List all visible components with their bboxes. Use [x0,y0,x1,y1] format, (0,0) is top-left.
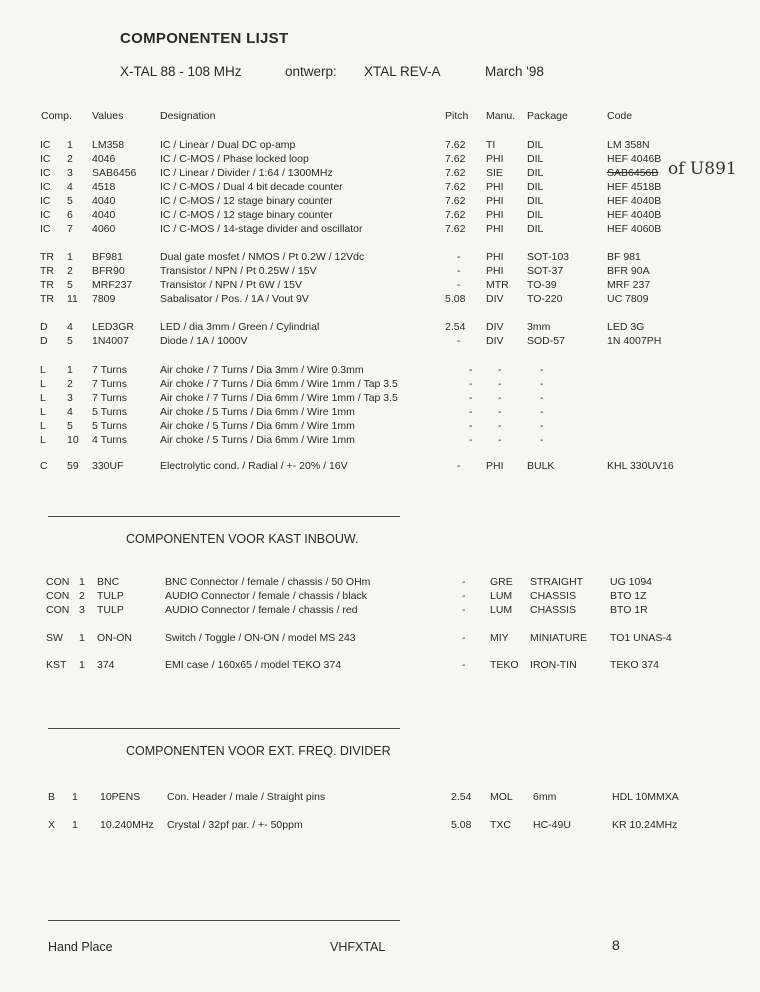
cell-value: BF981 [92,251,123,263]
cell-designation: Crystal / 32pf par. / +- 50ppm [167,819,303,831]
cell-pitch: - [462,632,466,644]
cell-num: 4 [67,181,73,193]
cell-designation: Diode / 1A / 1000V [160,335,248,347]
cell-package: CHASSIS [530,604,577,616]
cell-manu: - [498,392,502,404]
cell-designation: IC / C-MOS / Phase locked loop [160,153,309,165]
divider [48,920,400,921]
cell-value: 4 Turns [92,434,128,446]
cell-num: 2 [67,265,73,277]
cell-ref: L [40,434,46,446]
cell-ref: L [40,392,46,404]
cell-value: TULP [97,590,124,602]
cell-value: 4040 [92,195,116,207]
cell-value: BNC [97,576,120,588]
cell-package: 6mm [533,791,557,803]
cell-pitch: - [469,434,473,446]
cell-value: 7809 [92,293,116,305]
cell-designation: IC / C-MOS / Dual 4 bit decade counter [160,181,343,193]
cell-manu: PHI [486,195,504,207]
cell-code: HEF 4060B [607,223,662,235]
cell-manu: PHI [486,265,504,277]
cell-ref: IC [40,181,51,193]
cell-manu: PHI [486,223,504,235]
cell-value: 1N4007 [92,335,129,347]
cell-manu: PHI [486,251,504,263]
cell-manu: DIV [486,293,504,305]
cell-num: 1 [67,139,73,151]
cell-value: 4518 [92,181,116,193]
cell-value: 4060 [92,223,116,235]
cell-pitch: - [462,576,466,588]
cell-manu: GRE [490,576,513,588]
cell-ref: KST [46,659,67,671]
cell-designation: EMI case / 160x65 / model TEKO 374 [165,659,342,671]
cell-manu: SIE [486,167,503,179]
cell-designation: Dual gate mosfet / NMOS / Pt 0.2W / 12Vdc [160,251,365,263]
cell-code: TEKO 374 [610,659,660,671]
cell-designation: Air choke / 5 Turns / Dia 6mm / Wire 1mm [160,420,355,432]
cell-pitch: 7.62 [445,195,466,207]
cell-package: SOT-103 [527,251,570,263]
cell-manu: TXC [490,819,511,831]
cell-pitch: - [457,251,461,263]
cell-code: BFR 90A [607,265,650,277]
cell-num: 7 [67,223,73,235]
cell-code: BTO 1R [610,604,648,616]
cell-value: LED3GR [92,321,135,333]
cell-package: BULK [527,460,555,472]
cell-code: HEF 4518B [607,181,662,193]
document-title: COMPONENTEN LIJST [120,30,289,47]
cell-ref: X [48,819,56,831]
cell-ref: IC [40,153,51,165]
cell-ref: L [40,420,46,432]
cell-value: 10.240MHz [100,819,154,831]
cell-manu: LUM [490,604,513,616]
cell-ref: C [40,460,48,472]
cell-value: 374 [97,659,115,671]
cell-value: 10PENS [100,791,141,803]
design-revision: XTAL REV-A [364,64,441,79]
cell-code: 1N 4007PH [607,335,662,347]
page-number: 8 [612,937,620,953]
cell-designation: BNC Connector / female / chassis / 50 OHm [165,576,371,588]
cell-package: - [540,420,544,432]
cell-designation: Transistor / NPN / Pt 6W / 15V [160,279,302,291]
cell-manu: DIV [486,321,504,333]
cell-code: HEF 4040B [607,209,662,221]
cell-value: BFR90 [92,265,125,277]
cell-manu: - [498,434,502,446]
cell-ref: TR [40,251,54,263]
cell-num: 5 [67,335,73,347]
cell-code: MRF 237 [607,279,651,291]
cell-package: DIL [527,223,544,235]
cell-designation: IC / Linear / Divider / 1:64 / 1300MHz [160,167,333,179]
cell-package: STRAIGHT [530,576,584,588]
footer-company: Hand Place [48,940,113,954]
cell-ref: SW [46,632,63,644]
cell-num: 5 [67,195,73,207]
cell-ref: B [48,791,56,803]
cell-code: KHL 330UV16 [607,460,674,472]
cell-manu: PHI [486,181,504,193]
cell-package: DIL [527,195,544,207]
divider [48,516,400,517]
cell-designation: Air choke / 5 Turns / Dia 6mm / Wire 1mm [160,406,355,418]
divider [48,728,400,729]
cell-pitch: - [457,335,461,347]
cell-num: 11 [67,293,78,305]
cell-value: ON-ON [97,632,132,644]
cell-value: 7 Turns [92,392,128,404]
header-package: Package [527,110,568,122]
cell-code: HEF 4040B [607,195,662,207]
cell-designation: Switch / Toggle / ON-ON / model MS 243 [165,632,356,644]
cell-ref: L [40,364,46,376]
cell-code: BTO 1Z [610,590,647,602]
cell-package: DIL [527,139,544,151]
cell-ref: IC [40,209,51,221]
cell-pitch: - [462,604,466,616]
cell-manu: - [498,364,502,376]
cell-num: 10 [67,434,79,446]
cell-code: KR 10.24MHz [612,819,678,831]
cell-code: HEF 4046B [607,153,662,165]
cell-num: 3 [79,604,85,616]
cell-package: - [540,406,544,418]
cell-pitch: 7.62 [445,139,466,151]
cell-pitch: 7.62 [445,223,466,235]
cell-package: DIL [527,181,544,193]
header-manu: Manu. [486,110,516,122]
cell-num: 6 [67,209,73,221]
cell-pitch: - [457,279,461,291]
cell-ref: IC [40,195,51,207]
cell-code: UC 7809 [607,293,649,305]
handwritten-note: of U891 [668,159,737,179]
cell-package: DIL [527,209,544,221]
cell-designation: IC / C-MOS / 12 stage binary counter [160,209,333,221]
cell-package: - [540,392,544,404]
cell-package: TO-220 [527,293,563,305]
cell-designation: Air choke / 7 Turns / Dia 3mm / Wire 0.3mm [160,364,364,376]
cell-ref: CON [46,590,70,602]
section-heading-enclosure: COMPONENTEN VOOR KAST INBOUW. [126,532,359,546]
cell-ref: TR [40,279,54,291]
cell-value: 4040 [92,209,116,221]
cell-value: 7 Turns [92,378,128,390]
cell-package: IRON-TIN [530,659,577,671]
cell-num: 1 [79,632,85,644]
cell-package: 3mm [527,321,551,333]
cell-value: 4046 [92,153,116,165]
cell-pitch: 5.08 [445,293,466,305]
cell-num: 4 [67,406,73,418]
cell-designation: Air choke / 7 Turns / Dia 6mm / Wire 1mm / Tap 3.5 [160,378,398,390]
cell-manu: TI [486,139,496,151]
cell-pitch: - [469,420,473,432]
cell-code: TO1 UNAS-4 [610,632,672,644]
cell-designation: Sabalisator / Pos. / 1A / Vout 9V [160,293,309,305]
cell-manu: PHI [486,153,504,165]
footer-filename: VHFXTAL [330,940,386,954]
cell-ref: D [40,335,48,347]
cell-ref: TR [40,293,54,305]
cell-manu: DIV [486,335,504,347]
cell-ref: L [40,406,46,418]
cell-designation: Air choke / 5 Turns / Dia 6mm / Wire 1mm [160,434,355,446]
header-designation: Designation [160,110,216,122]
cell-num: 1 [72,791,78,803]
cell-value: 5 Turns [92,406,128,418]
cell-designation: Air choke / 7 Turns / Dia 6mm / Wire 1mm / Tap 3.5 [160,392,398,404]
cell-pitch: 2.54 [451,791,472,803]
cell-pitch: - [457,265,461,277]
cell-package: SOT-37 [527,265,564,277]
cell-num: 1 [67,364,73,376]
cell-package: DIL [527,167,544,179]
cell-designation: Electrolytic cond. / Radial / +- 20% / 16V [160,460,348,472]
cell-pitch: 7.62 [445,181,466,193]
cell-code: LM 358N [607,139,650,151]
cell-ref: CON [46,604,70,616]
cell-ref: IC [40,139,51,151]
cell-value: LM358 [92,139,125,151]
cell-package: HC-49U [533,819,571,831]
cell-pitch: 7.62 [445,153,466,165]
cell-manu: - [498,406,502,418]
cell-pitch: - [462,590,466,602]
cell-pitch: - [457,460,461,472]
cell-designation: AUDIO Connector / female / chassis / black [165,590,367,602]
cell-value: 330UF [92,460,124,472]
cell-designation: IC / C-MOS / 14-stage divider and oscillator [160,223,363,235]
cell-value: MRF237 [92,279,133,291]
header-code: Code [607,110,633,122]
cell-num: 2 [79,590,85,602]
cell-code: HDL 10MMXA [612,791,679,803]
cell-code: LED 3G [607,321,645,333]
cell-ref: TR [40,265,54,277]
cell-num: 3 [67,167,73,179]
cell-value: SAB6456 [92,167,137,179]
design-label: ontwerp: [285,64,337,79]
cell-num: 2 [67,153,73,165]
cell-pitch: - [469,392,473,404]
cell-num: 1 [72,819,78,831]
cell-package: TO-39 [527,279,557,291]
cell-pitch: 7.62 [445,209,466,221]
cell-num: 5 [67,279,73,291]
cell-package: - [540,378,544,390]
cell-pitch: 2.54 [445,321,466,333]
cell-value: TULP [97,604,124,616]
cell-pitch: - [469,406,473,418]
cell-pitch: 5.08 [451,819,472,831]
cell-num: 3 [67,392,73,404]
cell-ref: L [40,378,46,390]
cell-pitch: 7.62 [445,167,466,179]
cell-designation: AUDIO Connector / female / chassis / red [165,604,358,616]
cell-manu: PHI [486,209,504,221]
cell-manu: MIY [490,632,509,644]
cell-pitch: - [469,364,473,376]
cell-num: 5 [67,420,73,432]
cell-manu: MTR [486,279,509,291]
cell-num: 59 [67,460,79,472]
cell-num: 1 [79,659,85,671]
cell-manu: - [498,420,502,432]
cell-code: SAB6456B [607,167,659,179]
section-heading-divider: COMPONENTEN VOOR EXT. FREQ. DIVIDER [126,744,391,758]
cell-designation: Con. Header / male / Straight pins [167,791,326,803]
cell-package: SOD-57 [527,335,565,347]
header-pitch: Pitch [445,110,469,122]
cell-package: - [540,434,544,446]
document-date: March '98 [485,64,544,79]
cell-designation: LED / dia 3mm / Green / Cylindrial [160,321,320,333]
cell-ref: CON [46,576,70,588]
cell-designation: Transistor / NPN / Pt 0.25W / 15V [160,265,317,277]
cell-manu: TEKO [490,659,519,671]
cell-ref: D [40,321,48,333]
cell-num: 1 [79,576,85,588]
cell-package: DIL [527,153,544,165]
cell-manu: MOL [490,791,513,803]
cell-ref: IC [40,223,51,235]
cell-package: MINIATURE [530,632,587,644]
cell-value: 5 Turns [92,420,128,432]
cell-designation: IC / Linear / Dual DC op-amp [160,139,296,151]
cell-manu: PHI [486,460,504,472]
cell-num: 4 [67,321,73,333]
cell-ref: IC [40,167,51,179]
cell-manu: LUM [490,590,513,602]
cell-designation: IC / C-MOS / 12 stage binary counter [160,195,333,207]
header-values: Values [92,110,124,122]
cell-package: CHASSIS [530,590,577,602]
cell-code: BF 981 [607,251,641,263]
cell-pitch: - [469,378,473,390]
cell-num: 1 [67,251,73,263]
cell-code: UG 1094 [610,576,653,588]
project-name: X-TAL 88 - 108 MHz [120,64,242,79]
cell-value: 7 Turns [92,364,128,376]
cell-package: - [540,364,544,376]
cell-manu: - [498,378,502,390]
header-comp: Comp. [41,110,72,122]
cell-pitch: - [462,659,466,671]
cell-num: 2 [67,378,73,390]
